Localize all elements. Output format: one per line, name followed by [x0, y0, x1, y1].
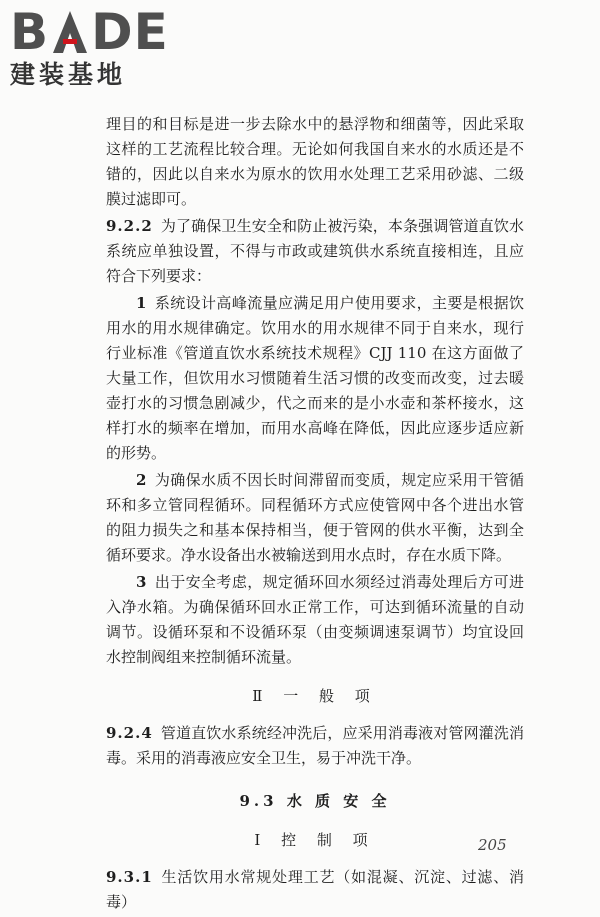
clause-number: 9.2.2: [106, 217, 153, 235]
logo-letters-de: DE: [91, 3, 169, 61]
list-item-1: [106, 291, 524, 466]
clause-number: 9.2.4: [106, 724, 153, 742]
clause-9-3-1: [106, 865, 524, 915]
list-item-3: [106, 570, 524, 670]
subheading-general-items: Ⅱ 一 般 项: [252, 687, 378, 705]
item-number: 3: [136, 573, 147, 591]
page-number: 205: [478, 836, 507, 854]
section-heading-9-3: 9.3 水 质 安 全: [239, 792, 391, 810]
list-item-2: [106, 468, 524, 568]
item-number: 2: [136, 471, 147, 489]
clause-text: 为了确保卫生安全和防止被污染，本条强调管道直饮水系统应单独设置，不得与市政或建筑供水系统直接相连，且应符合下列要求：: [106, 217, 524, 285]
item-text: 出于安全考虑，规定循环回水须经过消毒处理后方可进入净水箱。为确保循环回水正常工作，可达到循环流量的自动调节。设循环泵和不设循环泵（由变频调速泵调节）均宜设回水控制阀组来控制循环流量。: [106, 573, 524, 666]
subheading-control-items: Ⅰ 控 制 项: [254, 831, 376, 849]
item-number: 1: [136, 294, 147, 312]
clause-9-2-4: [106, 721, 524, 771]
page-body: [106, 112, 524, 917]
logo-letter-a-icon: [51, 9, 89, 55]
bade-logo: [10, 4, 185, 96]
item-text: 为确保水质不因长时间滞留而变质，规定应采用干管循环和多立管同程循环。同程循环方式应使管网中各个进出水管的阻力损失之和基本保持相当，便于管网的供水平衡，达到全循环要求。净水设备出水被输送到用水点时，存在水质下降。: [106, 471, 524, 564]
clause-text: 管道直饮水系统经冲洗后，应采用消毒液对管网灌洗消毒。采用的消毒液应安全卫生，易于冲洗干净。: [106, 724, 524, 767]
logo-tagline: 建装基地: [10, 60, 127, 89]
paragraph-continued: 理目的和目标是进一步去除水中的悬浮物和细菌等，因此采取这样的工艺流程比较合理。无论如何我国自来水的水质还是不错的，因此以自来水为原水的饮用水处理工艺采用砂滤、二级膜过滤即可。: [106, 115, 524, 208]
logo-wordmark: [10, 4, 185, 60]
clause-9-2-2: [106, 214, 524, 289]
item-text: 系统设计高峰流量应满足用户使用要求，主要是根据饮用水的用水规律确定。饮用水的用水规律不同于自来水，现行行业标准《管道直饮水系统技术规程》CJJ 110 在这方面做了大量工作，但饮用水习惯随着生活习惯的改变而改变，过去暖壶打水的习惯急剧减少，代之而来的是小水壶和茶杯接水，这样打水的频率在增加，而用水高峰在降低，因此应逐步适应新的形势。: [106, 294, 524, 462]
logo-letter-b: B: [10, 3, 50, 61]
clause-number: 9.3.1: [106, 868, 153, 886]
clause-text: 生活饮用水常规处理工艺（如混凝、沉淀、过滤、消毒）: [106, 868, 524, 911]
